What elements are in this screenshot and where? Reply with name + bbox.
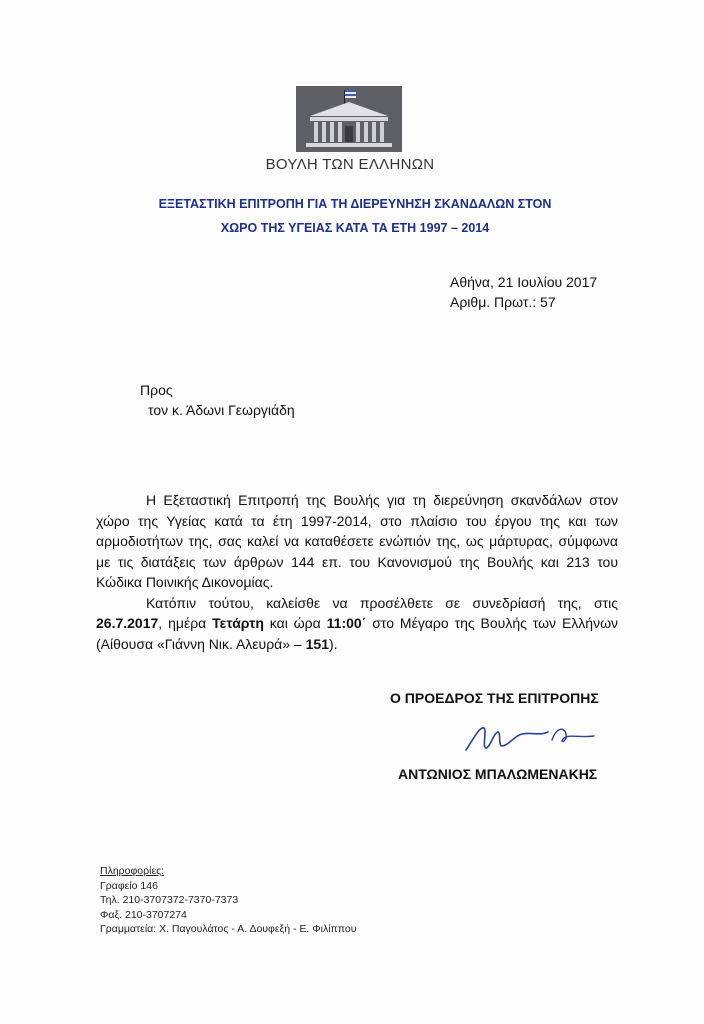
signatory-name: ΑΝΤΩΝΙΟΣ ΜΠΑΛΩΜΕΝΑΚΗΣ <box>398 766 598 782</box>
p2-text-c: και ώρα <box>263 615 327 631</box>
info-heading: Πληροφορίες: <box>100 865 165 877</box>
p2-text-e: ). <box>328 635 338 652</box>
info-phone: Τηλ. 210-3707372-7370-7373 <box>100 894 239 906</box>
hearing-day: Τετάρτη <box>212 615 264 631</box>
recipient-label: Προς <box>140 382 173 398</box>
body-paragraph-1: Η Εξεταστική Επιτροπή της Βουλής για τη διερεύνηση σκανδάλων στον χώρο της Υγείας κατά τα έτη 1997-2014, στο πλαίσιο του έργου της και των αρμοδιοτήτων της, σας καλεί να καταθέσετε ενώπιόν της, ως μάρτυρας, σύμφωνα με τις διατάξεις των άρθρων 144 επ. του Κανονισμού της Βουλής και 213 του Κώδικα Ποινικής Δικονομίας. <box>96 492 618 590</box>
parliament-logo <box>296 86 402 152</box>
committee-title-line1: ΕΞΕΤΑΣΤΙΚΗ ΕΠΙΤΡΟΠΗ ΓΙΑ ΤΗ ΔΙΕΡΕΥΝΗΣΗ ΣΚΑΝΔΑΛΩΝ ΣΤΟΝ <box>158 197 552 211</box>
p2-text-b: , ημέρα <box>158 615 213 631</box>
logo-caption: ΒΟΥΛΗ ΤΩΝ ΕΛΛΗΝΩΝ <box>265 156 435 173</box>
info-fax: Φαξ. 210-3707274 <box>100 908 187 921</box>
handwritten-signature <box>460 718 600 758</box>
p2-text-a: Κατόπιν τούτου, καλείσθε να προσέλθετε σε συνεδρίασή της, στις <box>146 594 618 611</box>
p2-text-d: στο Μέγαρο της Βουλής των Ελλήνων (Αίθουσα «Γιάννη Νικ. Αλευρά» – <box>96 615 619 652</box>
committee-title-line2: ΧΩΡΟ ΤΗΣ ΥΓΕΙΑΣ ΚΑΤΑ ΤΑ ΕΤΗ 1997 – 2014 <box>220 221 490 235</box>
recipient-name: τον κ. Άδωνι Γεωργιάδη <box>148 402 295 418</box>
recipient-block <box>140 380 295 420</box>
body-paragraph-2 <box>96 593 618 655</box>
date-line: Αθήνα, 21 Ιουλίου 2017 <box>450 274 598 290</box>
date-block <box>450 272 597 312</box>
info-footer <box>100 864 356 937</box>
committee-title <box>120 192 590 240</box>
hearing-time: 11:00΄ <box>326 615 367 631</box>
hearing-date: 26.7.2017 <box>96 615 159 631</box>
info-office: Γραφείο 146 <box>100 879 158 892</box>
letter-body <box>96 490 618 654</box>
info-secretariat: Γραμματεία: Χ. Παγουλάτος - Α. Δουφεξή - Ε. Φιλίππου <box>100 923 357 935</box>
signatory-title: Ο ΠΡΟΕΔΡΟΣ ΤΗΣ ΕΠΙΤΡΟΠΗΣ <box>390 690 599 706</box>
hearing-room: 151 <box>305 635 329 652</box>
protocol-number: Αριθμ. Πρωτ.: 57 <box>450 294 556 310</box>
